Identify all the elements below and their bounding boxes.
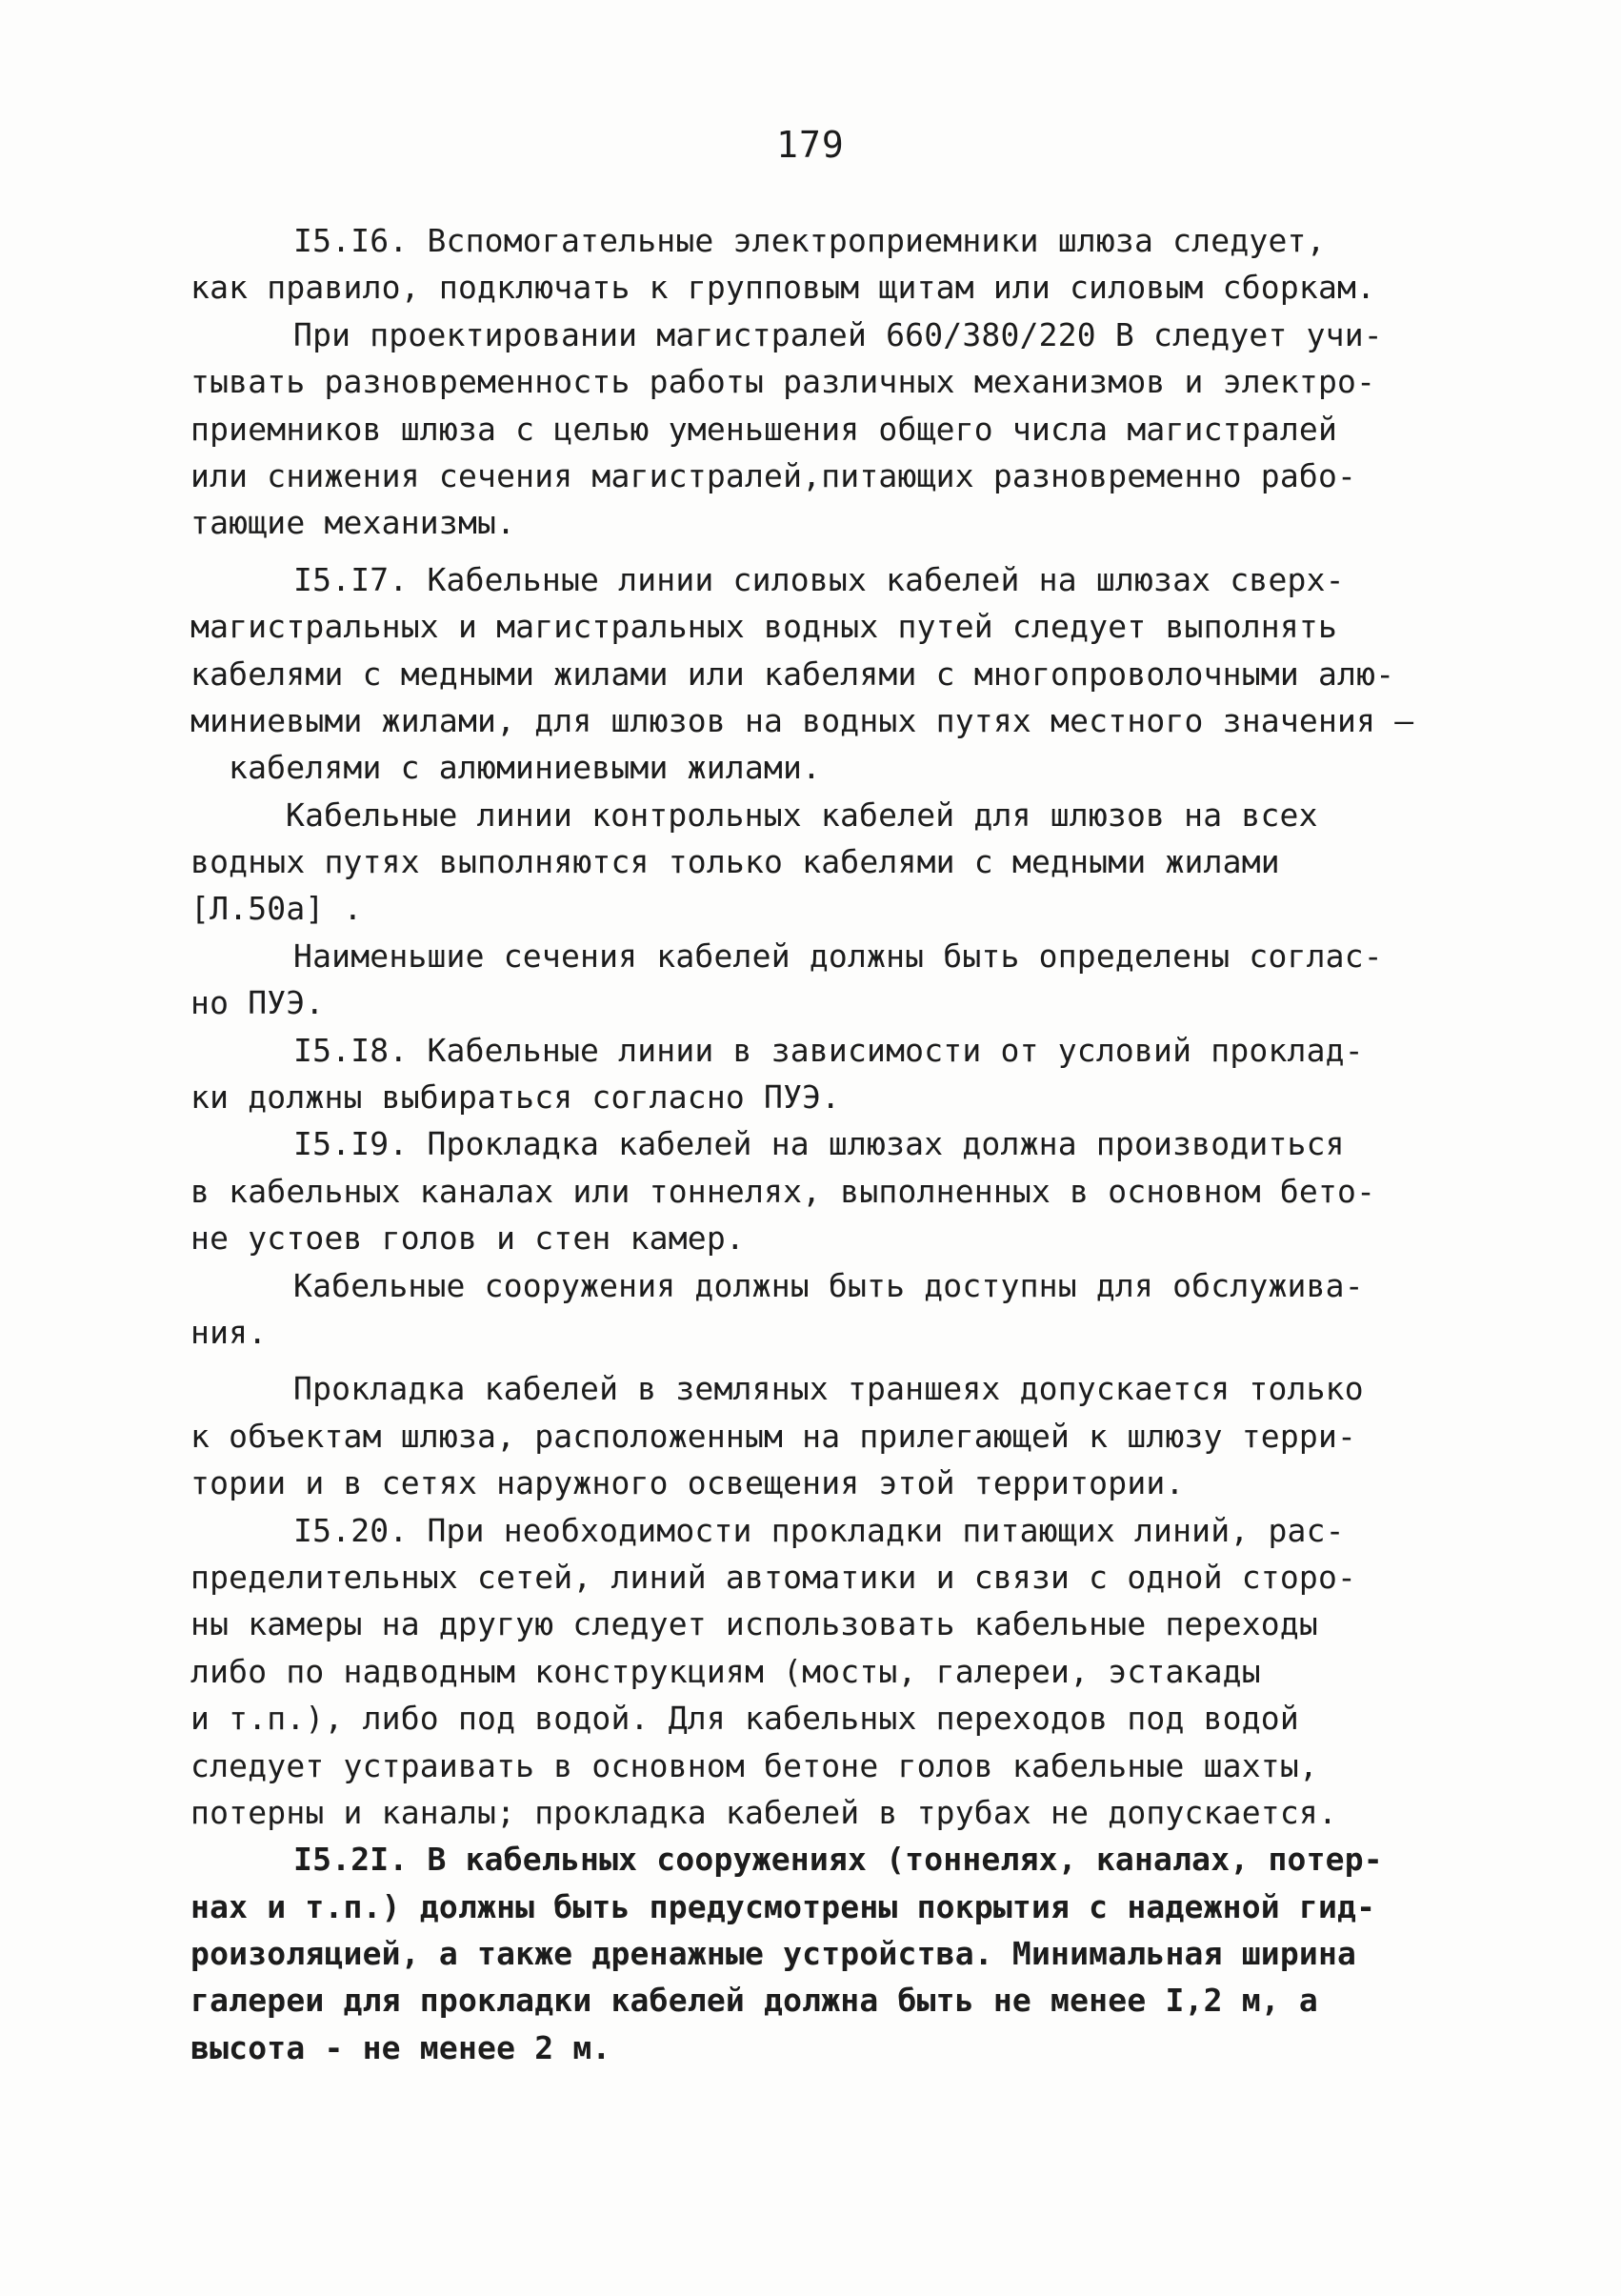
text-line: или снижения сечения магистралей,питающих разновременно рабо- xyxy=(190,456,1357,494)
text-line: ны камеры на другую следует использовать кабельные переходы xyxy=(190,1605,1318,1643)
text-line: [Л.50а] . xyxy=(190,890,363,928)
text-line: и т.п.), либо под водой. Для кабельных переходов под водой xyxy=(190,1700,1299,1738)
text-line: но ПУЭ. xyxy=(190,984,325,1022)
paragraph xyxy=(190,933,1438,1027)
text-line: потерны и каналы; прокладка кабелей в трубах не допускается. xyxy=(190,1793,1338,1831)
text-line: Наименьшие сечения кабелей должны быть определены соглас- xyxy=(293,937,1383,975)
paragraph-15-18 xyxy=(190,1027,1438,1121)
text-line: либо по надводным конструкциям (мосты, галереи, эстакады xyxy=(190,1652,1261,1690)
text-line: ки должны выбираться согласно ПУЭ. xyxy=(190,1078,841,1117)
text-line: не устоев голов и стен камер. xyxy=(190,1219,745,1258)
text-line: приемников шлюза с целью уменьшения общего числа магистралей xyxy=(190,410,1338,448)
paragraph-15-21 xyxy=(190,1836,1438,2071)
text-line: к объектам шлюза, расположенным на прилегающей к шлюзу терри- xyxy=(190,1417,1357,1455)
paragraph-15-19 xyxy=(190,1120,1438,1261)
text-line: Кабельные сооружения должны быть доступны для обслужива- xyxy=(293,1266,1364,1304)
text-line: магистральных и магистральных водных путей следует выполнять xyxy=(190,608,1338,646)
paragraph-15-17 xyxy=(190,556,1438,792)
document-body xyxy=(190,217,1438,2071)
text-line: При проектировании магистралей 660/380/220 В следует учи- xyxy=(293,315,1383,353)
text-line: кабелями с медными жилами или кабелями с многопроволочными алю- xyxy=(190,655,1395,693)
page-number: 179 xyxy=(776,124,845,166)
text-line: кабелями с алюминиевыми жилами. xyxy=(229,749,822,787)
text-line: тающие механизмы. xyxy=(190,504,516,542)
paragraph-15-16 xyxy=(190,217,1438,312)
text-line: ния. xyxy=(190,1313,268,1351)
text-line: следует устраивать в основном бетоне голов кабельные шахты, xyxy=(190,1746,1318,1784)
text-line: I5.20. При необходимости прокладки питающих линий, рас- xyxy=(293,1511,1345,1549)
text-line: I5.I7. Кабельные линии силовых кабелей на шлюзах сверх- xyxy=(293,560,1345,598)
text-line: I5.I9. Прокладка кабелей на шлюзах должна производиться xyxy=(293,1125,1345,1163)
text-line: Кабельные линии контрольных кабелей для шлюзов на всех xyxy=(286,796,1318,834)
text-line: галереи для прокладки кабелей должна быть не менее I,2 м, а xyxy=(190,1982,1318,2020)
text-line: миниевыми жилами, для шлюзов на водных путях местного значения — xyxy=(190,701,1414,739)
text-line: роизоляцией, а также дренажные устройства. Минимальная ширина xyxy=(190,1935,1357,1973)
text-line: тории и в сетях наружного освещения этой территории. xyxy=(190,1464,1185,1502)
text-line: тывать разновременность работы различных механизмов и электро- xyxy=(190,363,1376,401)
text-line: I5.I8. Кабельные линии в зависимости от условий проклад- xyxy=(293,1031,1364,1069)
text-line: как правило, подключать к групповым щитам или силовым сборкам. xyxy=(190,269,1376,307)
text-line: I5.2I. В кабельных сооружениях (тоннелях, каналах, потер- xyxy=(293,1841,1383,1879)
text-line: нах и т.п.) должны быть предусмотрены покрытия с надежной гид- xyxy=(190,1887,1376,1925)
text-line: Прокладка кабелей в земляных траншеях допускается только xyxy=(293,1370,1364,1408)
text-line: водных путях выполняются только кабелями с медными жилами xyxy=(190,843,1280,881)
text-line: пределительных сетей, линий автоматики и связи с одной сторо- xyxy=(190,1558,1357,1596)
text-line: I5.I6. Вспомогательные электроприемники шлюза следует, xyxy=(293,222,1326,259)
paragraph-15-20 xyxy=(190,1507,1438,1837)
text-line: в кабельных каналах или тоннелях, выполненных в основном бето- xyxy=(190,1172,1376,1210)
paragraph xyxy=(190,1365,1438,1506)
paragraph xyxy=(190,312,1438,547)
text-line: высота - не менее 2 м. xyxy=(190,2028,611,2066)
paragraph xyxy=(190,1262,1438,1357)
paragraph xyxy=(190,792,1438,933)
